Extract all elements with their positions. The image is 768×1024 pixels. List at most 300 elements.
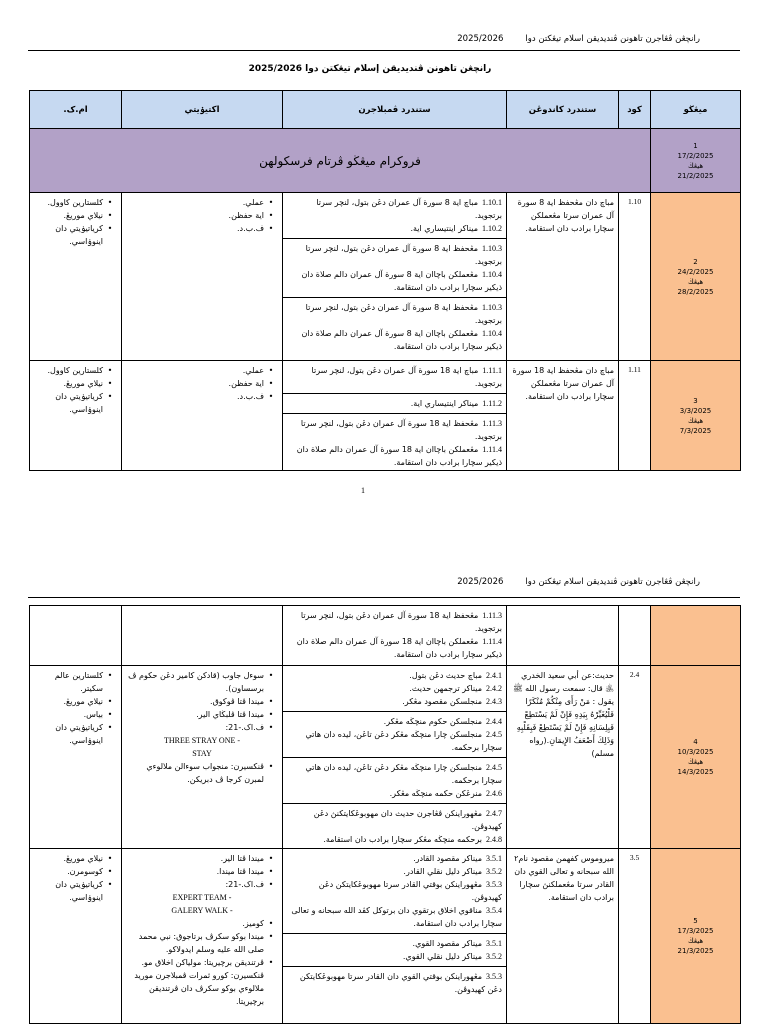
week-cell xyxy=(651,849,741,1024)
learning-standard-text: مڠعملکن باچاان اية 8 سورة آل عمران دالم صلاة دان ذيکير سچارا برادب دان استقامة. xyxy=(301,329,502,351)
bullet-icon: • xyxy=(268,697,274,706)
bullet-icon: • xyxy=(268,198,274,207)
table-body-page-1 xyxy=(30,129,741,471)
header-content-standard-label: ستندرد کاندوڠن xyxy=(528,104,597,115)
learning-standard-text: ميناکر مقصود القادر. xyxy=(413,854,482,863)
learning-standard-list xyxy=(283,361,506,470)
emk-list xyxy=(30,361,121,470)
running-header-text: رانچڠن ڤڠاجرن تاهونن ڤنديديقن اسلام تيڠکتن دوا xyxy=(525,577,700,587)
learning-standard-cell xyxy=(283,193,507,361)
learning-standard-number: 1.11.1 xyxy=(482,366,502,375)
bullet-icon: • xyxy=(107,867,113,876)
learning-standard-number: 2.4.7 xyxy=(486,809,502,818)
emk-item xyxy=(34,852,117,865)
activity-item xyxy=(126,708,278,721)
lesson-row xyxy=(30,361,741,471)
learning-standard-group xyxy=(283,393,506,413)
header-activity-label: اکتيۏيتي xyxy=(184,105,220,115)
program-row xyxy=(30,129,741,193)
emk-list xyxy=(30,606,121,665)
content-standard-cell xyxy=(507,849,619,1024)
learning-standard-cell xyxy=(283,666,507,849)
activity-list xyxy=(122,849,282,1023)
learning-standard-group xyxy=(283,413,506,470)
week-date-line: هيڠڬ xyxy=(687,416,704,425)
week-date-line: 17/3/2025 xyxy=(677,927,714,935)
learning-standard-number: 1.11.3 xyxy=(482,419,502,428)
learning-standard-text: مڠحفظ اية 8 سورة آل عمران دڠن بتول، لنچر سرتا برتجويد. xyxy=(305,244,502,266)
learning-standard-text: منجلسکن حکوم منچڬه مڠکر. xyxy=(383,717,482,726)
learning-standard-number: 1.10.3 xyxy=(482,244,502,253)
header-learning-standard xyxy=(283,91,507,129)
header-rule xyxy=(28,597,740,598)
bullet-icon: • xyxy=(268,880,274,889)
activity-list xyxy=(122,666,282,848)
learning-standard-text: ميناکر دليل نقلي القوي. xyxy=(402,952,482,961)
week-number: 3 xyxy=(693,396,698,405)
learning-standard-item xyxy=(287,222,502,235)
code-value: 2.4 xyxy=(629,670,640,679)
week-date-line: هيڠڬ xyxy=(687,937,704,945)
bullet-icon: • xyxy=(107,392,113,401)
learning-standard-group xyxy=(283,757,506,803)
learning-standard-text: مباچ اية 8 سورة آل عمران دڠن بتول، لنچر سرتا برتجويد. xyxy=(316,198,502,220)
emk-item xyxy=(34,669,117,695)
lesson-row xyxy=(30,193,741,361)
bullet-icon: • xyxy=(107,723,113,732)
learning-standard-text: منجلسکن چارا منچڬه مڠکر دڠن تاڠن، ليده دان هاتي سچارا برحکمه. xyxy=(305,730,502,752)
learning-standard-number: 1.11.3 xyxy=(482,611,502,620)
learning-standard-group xyxy=(283,297,506,356)
learning-standard-text: منرڠکن حکمه منچڬه مڠکر. xyxy=(389,789,482,798)
activity-item xyxy=(126,390,278,403)
activity-item xyxy=(126,364,278,377)
learning-standard-number: 2.4.3 xyxy=(486,697,502,706)
activity-item xyxy=(126,891,278,904)
activity-item xyxy=(126,904,278,917)
header-learning-standard-label: ستندرد ڤمبلاجرن xyxy=(358,104,431,115)
bullet-icon: • xyxy=(107,710,113,719)
learning-standard-item xyxy=(287,669,502,682)
activity-text: ميندا ڤتا ميندا. xyxy=(216,867,264,876)
activity-item xyxy=(126,377,278,390)
running-header-text: رانچڠن ڤڠاجرن تاهونن ڤنديديقن اسلام تيڠکتن دوا xyxy=(525,34,700,44)
learning-standard-item xyxy=(287,833,502,846)
activity-text: کوميز. xyxy=(242,919,264,928)
emk-item xyxy=(34,209,117,222)
week-cell xyxy=(651,666,741,849)
header-week-label: ميڠڬو xyxy=(683,104,708,115)
activity-item xyxy=(126,209,278,222)
week-content xyxy=(651,666,740,848)
week-number: 2 xyxy=(693,257,698,266)
lesson-row xyxy=(30,849,741,1024)
learning-standard-list xyxy=(283,666,506,848)
bullet-icon: • xyxy=(268,958,274,967)
bullet-icon: • xyxy=(268,854,274,863)
learning-standard-group xyxy=(283,606,506,664)
learning-standard-cell xyxy=(283,606,507,666)
week-content xyxy=(651,606,740,665)
emk-text: کلستارين کاوول. xyxy=(47,366,103,375)
activity-list xyxy=(122,361,282,470)
learning-standard-number: 2.4.5 xyxy=(486,730,502,739)
header-activity xyxy=(122,91,283,129)
code-cell xyxy=(619,666,651,849)
activity-text: ف.اک.-21: xyxy=(225,723,264,732)
activity-item xyxy=(126,695,278,708)
learning-standard-text: ميناکر دليل نقلي القادر. xyxy=(403,867,482,876)
code-cell xyxy=(619,361,651,471)
bullet-icon: • xyxy=(268,366,274,375)
emk-text: کرياتيۏيتي دان اينوۏاسي. xyxy=(55,723,103,745)
learning-standard-group xyxy=(283,803,506,848)
running-header-year: 2025/2026 xyxy=(457,577,504,587)
emk-list xyxy=(30,849,121,1023)
bullet-icon: • xyxy=(107,224,113,233)
activity-cell xyxy=(122,606,283,666)
week-cell xyxy=(651,361,741,471)
learning-standard-item xyxy=(287,728,502,754)
learning-standard-number: 1.10.1 xyxy=(482,198,502,207)
running-header-year: 2025/2026 xyxy=(457,34,504,44)
learning-standard-text: مڠهوراينکن بوقتي القوي دان القادر سرتا مهوبوڠکايتکن دڠن کهيدوڤن. xyxy=(299,972,502,994)
emk-item xyxy=(34,865,117,878)
learning-standard-item xyxy=(287,635,502,661)
activity-text: اية حفظن. xyxy=(228,211,264,220)
activity-text: ف.ب.د. xyxy=(236,224,264,233)
table-body-page-2 xyxy=(30,606,741,1024)
week-date-line: 10/3/2025 xyxy=(677,748,714,756)
learning-standard-group xyxy=(283,711,506,757)
learning-standard-item xyxy=(287,715,502,728)
emk-cell xyxy=(30,849,122,1024)
activity-cell xyxy=(122,193,283,361)
activity-text: ف.ب.د. xyxy=(236,392,264,401)
learning-standard-text: مناقوي اخلاق برتقوي دان برتوکل کڤد الله سبحانه و تعالى سچارا برادب دان استقامة. xyxy=(291,906,502,928)
learning-standard-text: برحکمه منچڬه مڠکر سچارا برادب دان استقامة. xyxy=(323,835,482,844)
bullet-icon: • xyxy=(107,671,113,680)
learning-standard-number: 3.5.2 xyxy=(486,867,502,876)
learning-standard-number: 3.5.2 xyxy=(486,952,502,961)
bullet-icon: • xyxy=(268,224,274,233)
emk-cell xyxy=(30,606,122,666)
emk-text: نيلاي موريڠ. xyxy=(63,211,103,220)
learning-standard-number: 1.10.4 xyxy=(482,270,502,279)
code-value xyxy=(619,606,650,665)
content-standard-cell xyxy=(507,361,619,471)
content-standard-text: مباچ دان مڠحفظ اية 18 سورة آل عمران سرتا مڠعملکن سچارا برادب دان استقامة. xyxy=(512,366,614,401)
learning-standard-item xyxy=(287,609,502,635)
learning-standard-text: مڠعملکن باچاان اية 18 سورة آل عمران دالم صلاة دان ذيکير سچارا برادب دان استقامة. xyxy=(296,637,502,659)
activity-item xyxy=(126,721,278,734)
learning-standard-item xyxy=(287,950,502,963)
activity-text: ميندا بوکو سکرڤ برتاجوق: نبي محمد صلى الله عليه وسلم ايدولاکو. xyxy=(138,932,264,954)
learning-standard-item xyxy=(287,878,502,904)
learning-standard-group xyxy=(283,849,506,933)
learning-standard-list xyxy=(283,849,506,1023)
code-value: 1.10 xyxy=(627,197,642,206)
learning-standard-text: مباچ حديث دڠن بتول. xyxy=(409,671,482,680)
learning-standard-group xyxy=(283,193,506,238)
header-code-label: كود xyxy=(627,104,642,115)
content-standard-cell xyxy=(507,606,619,666)
activity-list xyxy=(122,193,282,360)
learning-standard-group xyxy=(283,666,506,711)
emk-text: نيلاي موريڠ. xyxy=(63,697,103,706)
activity-cell xyxy=(122,361,283,471)
table-header-row xyxy=(30,91,741,129)
header-rule xyxy=(28,50,740,51)
learning-standard-text: مڠحفظ اية 18 سورة آل عمران دڠن بتول، لنچر سرتا برتجويد. xyxy=(300,419,502,441)
document-page-2 xyxy=(0,570,768,1024)
emk-text: کرياتيۏيتي دان اينوۏاسي. xyxy=(55,224,103,246)
bullet-icon: • xyxy=(268,867,274,876)
content-standard-cell xyxy=(507,666,619,849)
emk-item xyxy=(34,390,117,416)
emk-cell xyxy=(30,361,122,471)
activity-text: ميندا ڤتا ڤلبڬاي الير. xyxy=(196,710,264,719)
emk-item xyxy=(34,878,117,904)
week-content xyxy=(651,849,740,1023)
emk-item xyxy=(34,708,117,721)
emk-text: کلستارين عالم سکيتر. xyxy=(54,671,103,693)
bullet-icon: • xyxy=(268,710,274,719)
activity-text: عملي. xyxy=(242,198,264,207)
week-date-line: 24/2/2025 xyxy=(677,267,714,276)
learning-standard-item xyxy=(287,443,502,469)
bullet-icon: • xyxy=(107,379,113,388)
learning-standard-item xyxy=(287,695,502,708)
emk-item xyxy=(34,377,117,390)
header-content-standard xyxy=(507,91,619,129)
learning-standard-item xyxy=(287,937,502,950)
bullet-icon: • xyxy=(268,723,274,732)
bullet-icon: • xyxy=(107,366,113,375)
bullet-icon: • xyxy=(107,880,113,889)
activity-text: سوءل جاوب (قادکن کامير دڠن حکوم ڤ برسساون). xyxy=(128,671,264,693)
bullet-icon: • xyxy=(107,211,113,220)
learning-standard-group xyxy=(283,966,506,999)
learning-standard-text: ميناکر مقصود القوي. xyxy=(412,939,482,948)
lesson-plan-table-continued xyxy=(29,605,741,1024)
learning-standard-cell xyxy=(283,849,507,1024)
learning-standard-text: مڠعملکن باچاان اية 8 سورة آل عمران دالم صلاة دان ذيکير سچارا برادب دان استقامة. xyxy=(301,270,502,292)
emk-item xyxy=(34,721,117,747)
learning-standard-item xyxy=(287,196,502,222)
week-content xyxy=(651,361,740,470)
bullet-icon: • xyxy=(268,919,274,928)
week-date-line: هيڠڬ xyxy=(687,277,704,286)
learning-standard-text: مباچ اية 18 سورة آل عمران دڠن بتول، لنچر سرتا برتجويد. xyxy=(311,366,502,388)
bullet-icon: • xyxy=(268,379,274,388)
emk-cell xyxy=(30,193,122,361)
week-date-line: 21/2/2025 xyxy=(677,171,714,180)
emk-list xyxy=(30,193,121,360)
activity-text: ف.اک.-21: xyxy=(225,880,264,889)
week-cell xyxy=(651,193,741,361)
activity-item xyxy=(126,196,278,209)
activity-item xyxy=(126,956,278,1008)
header-week xyxy=(651,91,741,129)
learning-standard-number: 1.11.2 xyxy=(482,399,502,408)
week-date-line: 17/2/2025 xyxy=(677,151,714,160)
learning-standard-text: منجلسکن چارا منچڬه مڠکر دڠن تاڠن، ليده دان هاتي سچارا برحکمه. xyxy=(305,763,502,785)
learning-standard-number: 1.11.4 xyxy=(482,445,502,454)
activity-text: - THREE STRAY ONE STAY xyxy=(163,736,241,758)
emk-cell xyxy=(30,666,122,849)
running-header xyxy=(457,34,700,44)
learning-standard-number: 3.5.3 xyxy=(486,880,502,889)
learning-standard-cell xyxy=(283,361,507,471)
bullet-icon: • xyxy=(268,932,274,941)
week-number: 1 xyxy=(693,141,698,150)
learning-standard-item xyxy=(287,852,502,865)
week-number: 4 xyxy=(693,738,698,746)
learning-standard-number: 2.4.2 xyxy=(486,684,502,693)
emk-item xyxy=(34,196,117,209)
learning-standard-number: 1.11.4 xyxy=(482,637,502,646)
bullet-icon: • xyxy=(107,854,113,863)
activity-item xyxy=(126,222,278,235)
activity-text: ڤنکسيرن: منجواب سوءالن ملالوءي لمبرن کرجا ڤ دبريکن. xyxy=(146,762,264,784)
activity-cell xyxy=(122,666,283,849)
page-number: 1 xyxy=(361,486,365,495)
learning-standard-item xyxy=(287,865,502,878)
emk-text: کرياتيۏيتي دان اينوۏاسي. xyxy=(55,392,103,414)
week-date-line: 3/3/2025 xyxy=(679,406,712,415)
learning-standard-number: 3.5.1 xyxy=(486,939,502,948)
document-title: رانچڠن تاهونن ڤنديديقن إسلام تيڠکتن دوا 2025/2026 xyxy=(248,64,492,74)
header-emk xyxy=(30,91,122,129)
learning-standard-text: مڠعملکن باچاان اية 18 سورة آل عمران دالم صلاة دان ذيکير سچارا برادب دان استقامة. xyxy=(296,445,502,467)
learning-standard-item xyxy=(287,682,502,695)
learning-standard-item xyxy=(287,397,502,410)
week-cell xyxy=(651,129,741,193)
learning-standard-number: 2.4.4 xyxy=(486,717,502,726)
emk-item xyxy=(34,695,117,708)
activity-text: - EXPERT TEAM xyxy=(172,893,232,902)
activity-text: ميندا ڤتا الير. xyxy=(220,854,264,863)
learning-standard-text: ميناکر اينتيساري اية. xyxy=(410,399,479,408)
activity-item xyxy=(126,669,278,695)
learning-standard-item xyxy=(287,807,502,833)
learning-standard-number: 1.10.4 xyxy=(482,329,502,338)
activity-item xyxy=(126,917,278,930)
learning-standard-item xyxy=(287,268,502,294)
bullet-icon: • xyxy=(268,392,274,401)
bullet-icon: • xyxy=(107,697,113,706)
activity-text: ميندا ڤتا ڤوکوق. xyxy=(210,697,264,706)
emk-item xyxy=(34,364,117,377)
learning-standard-number: 3.5.4 xyxy=(486,906,502,915)
week-date-line: 7/3/2025 xyxy=(679,426,712,435)
week-content xyxy=(651,193,740,360)
bullet-icon: • xyxy=(107,198,113,207)
learning-standard-list xyxy=(283,193,506,360)
week-date-line: 21/3/2025 xyxy=(677,947,714,955)
learning-standard-group xyxy=(283,238,506,297)
activity-text: عملي. xyxy=(242,366,264,375)
program-banner-text: فروکرام ميڠڬو ڤرتام فرسکولهن xyxy=(259,153,421,168)
learning-standard-number: 3.5.1 xyxy=(486,854,502,863)
activity-item xyxy=(126,760,278,786)
content-standard-text: مباچ دان مڠحفظ اية 8 سورة آل عمران سرتا مڠعملکن سچارا برادب دان استقامة. xyxy=(517,198,614,233)
emk-text: نيلاي موريڠ. xyxy=(63,854,103,863)
week-date-line: هيڠڬ xyxy=(687,758,704,766)
week-number: 5 xyxy=(693,917,698,925)
header-emk-label: ام.ک. xyxy=(63,104,88,115)
learning-standard-number: 2.4.8 xyxy=(486,835,502,844)
activity-item xyxy=(126,865,278,878)
activity-text: ڤرتنديقن برچيريتا: مولياکن اخلاق مو. ڤنکسيرن: کورو ثمرات ڤمبلاجرن موريد ملالوءي بوکو سکرڤ دان ڤرتنديقن برچيريتا. xyxy=(134,958,264,1006)
program-banner-cell xyxy=(30,129,651,193)
learning-standard-text: منجلسکن مقصود مڠکر. xyxy=(402,697,482,706)
activity-item xyxy=(126,878,278,891)
week-cell xyxy=(651,606,741,666)
learning-standard-item xyxy=(287,417,502,443)
code-cell xyxy=(619,193,651,361)
bullet-icon: • xyxy=(268,671,274,680)
learning-standard-item xyxy=(287,904,502,930)
learning-standard-list xyxy=(283,606,506,665)
activity-item xyxy=(126,930,278,956)
learning-standard-number: 2.4.6 xyxy=(486,789,502,798)
learning-standard-item xyxy=(287,327,502,353)
activity-item xyxy=(126,734,278,760)
week-date-line: هيڠڬ xyxy=(687,161,704,170)
emk-text: بياس. xyxy=(83,710,103,719)
learning-standard-text: ميناکر ترجمهن حديث. xyxy=(409,684,482,693)
content-standard-text: ميروموس کفهمن مقصود نام٢ الله سبحانه و تعالى القوي دان القادر سرتا مڠعملکنڽ سچارا برادب دان استقامة. xyxy=(514,854,614,902)
learning-standard-item xyxy=(287,242,502,268)
learning-standard-item xyxy=(287,301,502,327)
header-code xyxy=(619,91,651,129)
emk-text: کلستارين کاوول. xyxy=(47,198,103,207)
content-standard-cell xyxy=(507,193,619,361)
activity-text: - GALERY WALK xyxy=(171,906,233,915)
learning-standard-text: مڠهوراينکن بوقتي القادر سرتا مهوبوڠکايتکن دڠن کهيدوڤن. xyxy=(318,880,502,902)
learning-standard-item xyxy=(287,364,502,390)
lesson-row xyxy=(30,666,741,849)
code-value: 3.5 xyxy=(629,853,640,862)
emk-list xyxy=(30,666,121,848)
content-standard-text: حديث:عن أبي سعيد الخدري ﵁ قال: سمعت رسول الله ﷺ يقول : مَنْ رَأَى مِنْكُمْ مُنْكَرًا فَلْيُغَيِّرْهُ بِيَدِهِ فَإِنْ لَمْ يَسْتَطِعْ فَبِلِسَانِهِ فَإِنْ لَمْ يَسْتَطِعْ فَبِقَلْبِهِ وَذَلِكَ أَضْعَفُ الإِيمَانِ.(رواه مسلم) xyxy=(512,671,614,758)
learning-standard-group xyxy=(283,933,506,966)
learning-standard-group xyxy=(283,361,506,393)
learning-standard-number: 1.10.2 xyxy=(482,224,502,233)
emk-item xyxy=(34,222,117,248)
learning-standard-number: 2.4.5 xyxy=(486,763,502,772)
activity-cell xyxy=(122,849,283,1024)
learning-standard-item xyxy=(287,970,502,996)
lesson-plan-table xyxy=(29,90,741,471)
activity-text: اية حفظن. xyxy=(228,379,264,388)
emk-text: کوسومرن. xyxy=(67,867,103,876)
emk-text: کرياتيۏيتي دان اينوۏاسي. xyxy=(55,880,103,902)
learning-standard-text: مڠهوراينکن ڤڠاجرن حديث دان مهوبوڠکايتکنڽ دڠن کهيدوڤن. xyxy=(313,809,502,831)
learning-standard-item xyxy=(287,761,502,787)
learning-standard-number: 1.10.3 xyxy=(482,303,502,312)
learning-standard-number: 2.4.1 xyxy=(486,671,502,680)
learning-standard-text: مڠحفظ اية 8 سورة آل عمران دڠن بتول، لنچر سرتا برتجويد. xyxy=(305,303,502,325)
week-date-line: 14/3/2025 xyxy=(677,768,714,776)
learning-standard-text: ميناکر اينتيساري اية. xyxy=(410,224,478,233)
learning-standard-text: مڠحفظ اية 18 سورة آل عمران دڠن بتول، لنچر سرتا برتجويد. xyxy=(300,611,502,633)
code-cell xyxy=(619,849,651,1024)
activity-list xyxy=(122,606,282,665)
week-content xyxy=(651,129,740,192)
